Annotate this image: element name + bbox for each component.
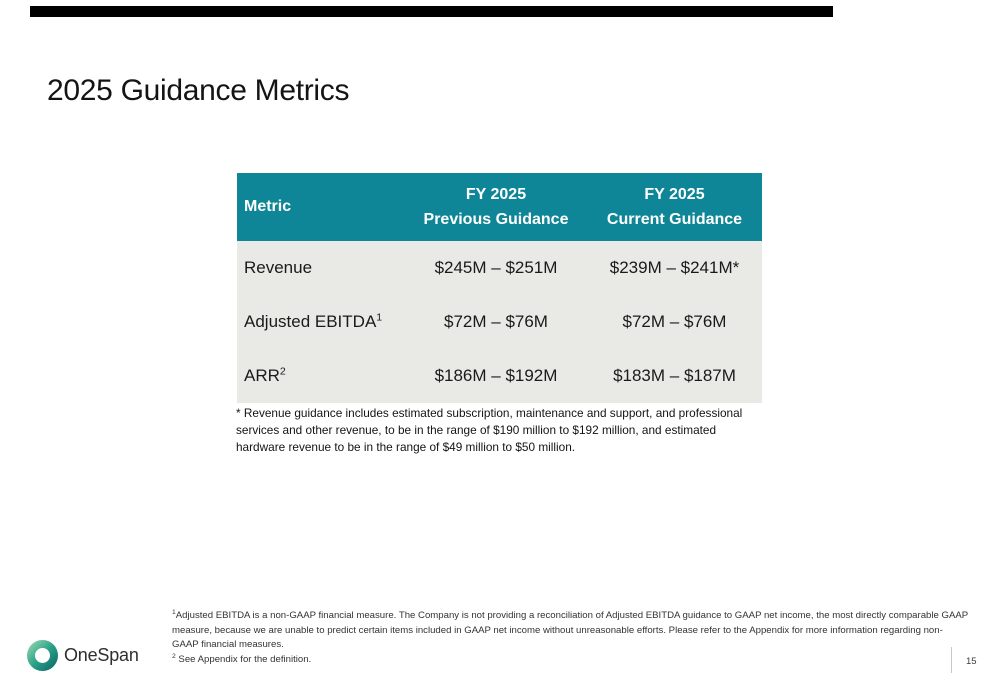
revenue-guidance-note [236,405,742,456]
metric-label: Adjusted EBITDA [244,312,377,331]
table-body [237,241,762,403]
page-title: 2025 Guidance Metrics [47,74,350,107]
col-header-line: FY 2025 [644,186,705,203]
current-guidance-cell: $239M – $241M* [609,258,740,277]
footnote-1-text: Adjusted EBITDA is a non-GAAP financial measure. The Company is not providing a reconciliation of Adjusted EBITDA guidance to GAAP net income, the most directly comparable GAAP [175,610,969,621]
table-row-revenue [237,241,762,295]
note-line: * Revenue guidance includes estimated subscription, maintenance and support, and professional [236,406,743,420]
metric-label: Revenue [244,258,313,277]
footnote-2-text: See Appendix for the definition. [175,653,312,665]
metric-cell [237,366,405,386]
table-row-arr [237,349,762,403]
current-guidance-cell: $72M – $76M [622,312,727,331]
top-accent-bar [30,6,833,17]
footnote-1-marker: 1 [172,608,176,616]
col-header-line: Previous Guidance [423,211,569,228]
page-number: 15 [966,656,977,667]
onespan-ring-icon [27,640,58,671]
col-header-line: FY 2025 [465,186,527,203]
table-row-adjusted-ebitda [237,295,762,349]
onespan-logo-text: OneSpan [64,645,139,665]
metric-cell [237,258,405,278]
col-header-previous-guidance [405,182,587,232]
metric-superscript: 2 [279,365,286,378]
col-header-line: Current Guidance [606,211,743,228]
note-line: services and other revenue, to be in the range of $190 million to $192 million, and estimated [236,423,717,437]
metric-label: ARR [244,366,280,385]
current-guidance-cell: $183M – $187M [613,366,736,385]
onespan-ring-hole [35,648,50,663]
onespan-logo [27,640,139,671]
metric-cell [237,312,405,332]
previous-guidance-cell: $245M – $251M [434,258,558,277]
previous-guidance-cell: $72M – $76M [444,312,548,331]
table-header-row [237,173,762,241]
metric-superscript: 1 [376,311,383,324]
footnotes [172,609,968,667]
col-header-metric: Metric [244,198,292,215]
footnote-1-line-1 [172,609,968,624]
guidance-table [237,173,762,403]
footnote-2 [172,653,968,668]
footnote-1-line-2: measure, because we are unable to predict certain items included in GAAP net income without unreasonable efforts. Please refer to the Appendix for more information regarding non- [172,624,943,636]
footnote-2-marker: 2 [172,652,176,660]
footer-divider-line [951,647,952,673]
col-header-current-guidance [587,182,762,232]
note-line: hardware revenue to be in the range of $49 million to $50 million. [236,440,576,454]
previous-guidance-cell: $186M – $192M [434,366,558,385]
footnote-1-line-3: GAAP financial measures. [172,639,284,651]
